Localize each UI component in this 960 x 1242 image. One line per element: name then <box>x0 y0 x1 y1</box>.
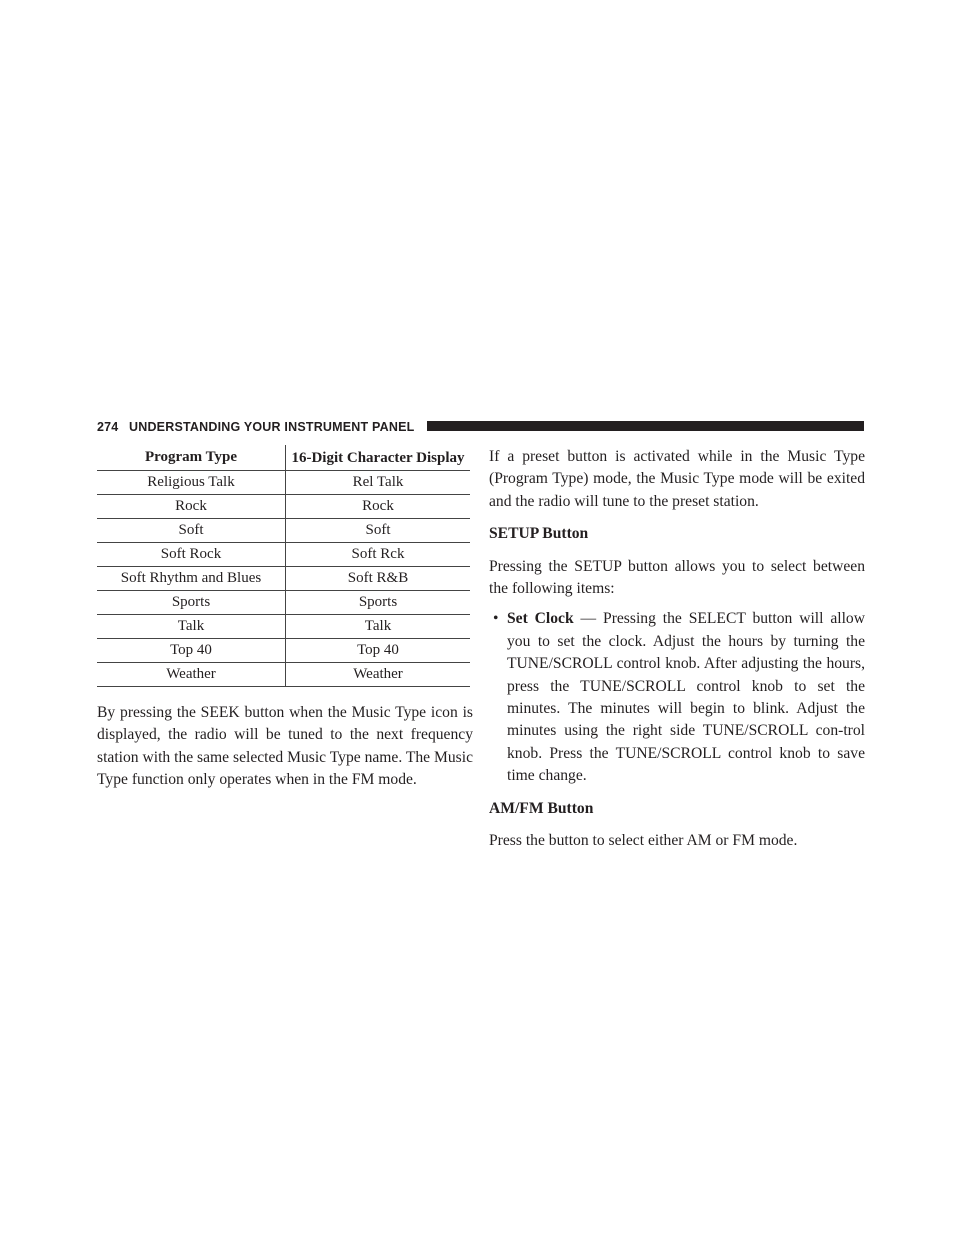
page-number: 274 <box>97 420 119 434</box>
table-cell: Soft <box>286 519 471 543</box>
bullet-dot: • <box>493 610 499 628</box>
amfm-heading: AM/FM Button <box>489 799 594 817</box>
page-header <box>97 417 864 435</box>
table-cell: Soft R&B <box>286 567 471 591</box>
setup-paragraph: Pressing the SETUP button allows you to select between the following items: <box>489 557 865 598</box>
table-cell: Soft <box>97 519 286 543</box>
right-column <box>489 446 865 853</box>
column-header-display: 16-Digit Character Display <box>286 445 471 471</box>
table-row <box>97 615 470 639</box>
table-cell: Top 40 <box>286 639 471 663</box>
table-cell: Rel Talk <box>286 471 471 495</box>
table-row <box>97 639 470 663</box>
table-cell: Soft Rhythm and Blues <box>97 567 286 591</box>
amfm-paragraph: Press the button to select either AM or FM mode. <box>489 832 798 850</box>
column-header-program-type: Program Type <box>97 445 286 471</box>
table-cell: Weather <box>286 663 471 687</box>
table-cell: Sports <box>286 591 471 615</box>
table-cell: Rock <box>286 495 471 519</box>
program-type-table <box>97 445 470 687</box>
seek-paragraph: By pressing the SEEK button when the Music Type icon is displayed, the radio will be tuned to the next frequency station with the same selected Music Type name. The Music Type function only operates when in the FM mode. <box>97 704 473 789</box>
table-cell: Sports <box>97 591 286 615</box>
table-cell: Weather <box>97 663 286 687</box>
table-cell: Religious Talk <box>97 471 286 495</box>
table-row <box>97 495 470 519</box>
set-clock-text: — Pressing the SELECT button will allow you to set the clock. Adjust the hours by turning the TUNE/SCROLL control knob. After adjusting the hours, press the TUNE/SCROLL control knob to set the minutes. The minutes will begin to blink. Adjust the minutes using the right side TUNE/SCROLL con-trol knob. Press the TUNE/SCROLL control knob to save time change. <box>507 610 865 785</box>
table-cell: Rock <box>97 495 286 519</box>
table-row <box>97 471 470 495</box>
table-row <box>97 543 470 567</box>
set-clock-term: Set Clock <box>507 610 574 628</box>
set-clock-bullet <box>489 608 865 787</box>
table-row <box>97 663 470 687</box>
section-title: UNDERSTANDING YOUR INSTRUMENT PANEL <box>129 420 415 434</box>
setup-heading: SETUP Button <box>489 525 589 543</box>
table-cell: Soft Rck <box>286 543 471 567</box>
table-cell: Talk <box>286 615 471 639</box>
table-cell: Top 40 <box>97 639 286 663</box>
preset-paragraph: If a preset button is activated while in the Music Type (Program Type) mode, the Music Type mode will be exited and the radio will tune to the preset station. <box>489 448 865 510</box>
table-header-row <box>97 445 470 471</box>
header-rule <box>427 421 864 431</box>
table-cell: Talk <box>97 615 286 639</box>
table-cell: Soft Rock <box>97 543 286 567</box>
table-row <box>97 567 470 591</box>
table-row <box>97 519 470 543</box>
table-row <box>97 591 470 615</box>
